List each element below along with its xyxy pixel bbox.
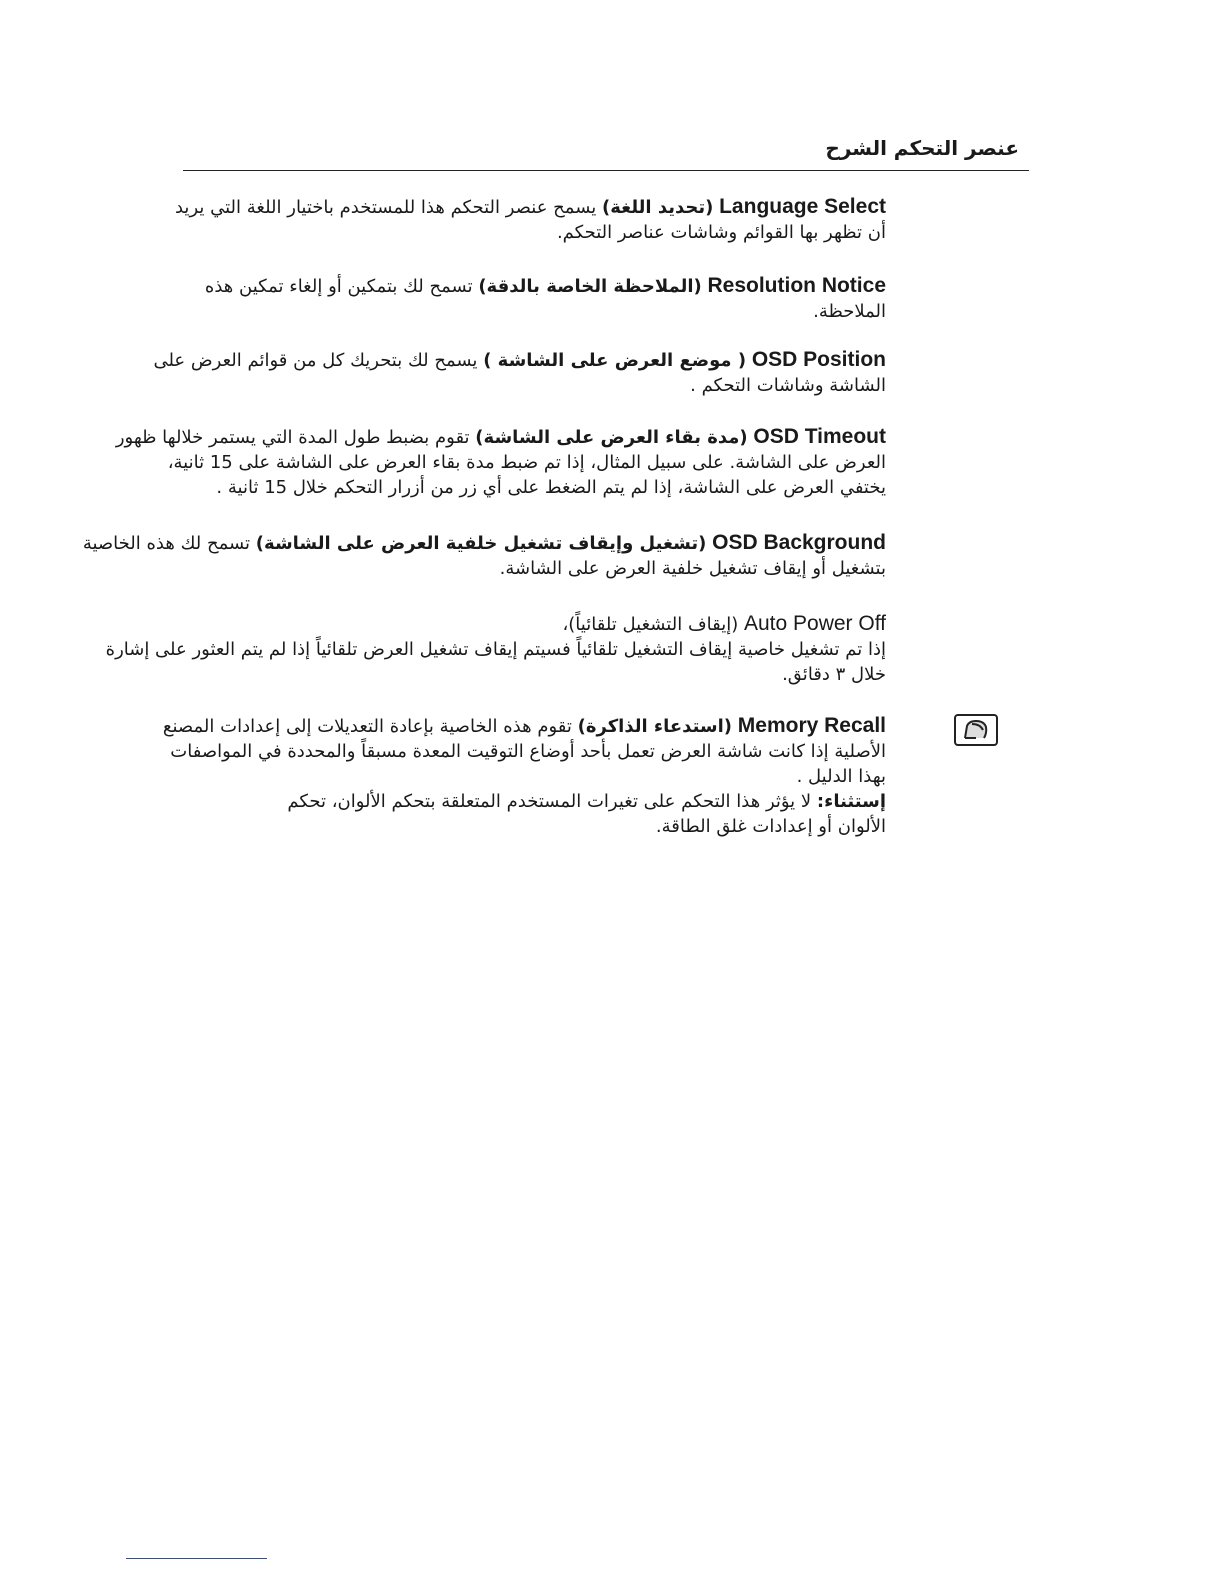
item-desc-line: خلال ٣ دقائق. — [782, 664, 886, 685]
item-title-en: Language Select — [719, 195, 886, 218]
footer-rule — [126, 1558, 267, 1559]
exception-text: لا يؤثر هذا التحكم على تغيرات المستخدم المتعلقة بتحكم الألوان، تحكم — [287, 791, 812, 812]
item-auto-power-off — [106, 611, 886, 687]
item-osd-background — [83, 530, 886, 581]
item-desc-line: تسمح لك هذه الخاصية — [82, 533, 251, 554]
item-title-en: Resolution Notice — [707, 274, 886, 297]
item-desc-line: العرض على الشاشة. على سبيل المثال، إذا تم ضبط مدة بقاء العرض على الشاشة على 15 ثانية، — [167, 452, 886, 473]
item-desc-line: إذا تم تشغيل خاصية إيقاف التشغيل تلقائياً فسيتم إيقاف تشغيل العرض تلقائياً إذا لم يتم العثور على إشارة — [105, 639, 886, 660]
item-desc-line: يختفي العرض على الشاشة، إذا لم يتم الضغط على أي زر من أزرار التحكم خلال 15 ثانية . — [216, 477, 886, 498]
item-title-en: Auto Power Off — [743, 612, 886, 635]
table-header — [183, 136, 1029, 171]
column-header-description: الشرح — [825, 136, 887, 160]
item-title-ar: (تشغيل وإيقاف تشغيل خلفية العرض على الشاشة) — [255, 533, 707, 554]
item-title-ar: (مدة بقاء العرض على الشاشة) — [475, 427, 748, 448]
item-title-ar: (تحديد اللغة) — [602, 197, 714, 218]
item-desc-line: تقوم بضبط طول المدة التي يستمر خلالها ظهور — [115, 427, 470, 448]
item-title-ar: ( موضع العرض على الشاشة ) — [483, 350, 747, 371]
item-desc-line: الشاشة وشاشات التحكم . — [690, 375, 886, 396]
item-resolution-notice — [205, 273, 886, 324]
item-desc-line: يسمح عنصر التحكم هذا للمستخدم باختيار اللغة التي يريد — [174, 197, 597, 218]
item-title-en: OSD Position — [751, 348, 886, 371]
item-title-en: Memory Recall — [737, 714, 886, 737]
column-header-control: عنصر التحكم — [893, 136, 1019, 160]
exception-label: إستثناء: — [816, 791, 886, 812]
item-osd-timeout — [116, 424, 886, 500]
item-title-ar: (الملاحظة الخاصة بالدقة) — [478, 276, 702, 297]
item-title-en: OSD Background — [712, 531, 886, 554]
item-desc-line: الملاحظة. — [813, 301, 886, 322]
item-title-en: OSD Timeout — [753, 425, 886, 448]
item-desc-line: تقوم هذه الخاصية بإعادة التعديلات إلى إعدادات المصنع — [162, 716, 572, 737]
item-desc-line: تسمح لك بتمكين أو إلغاء تمكين هذه — [204, 276, 473, 297]
item-title-ar: (إيقاف التشغيل تلقائياً)، — [562, 614, 739, 635]
item-title-ar: (استدعاء الذاكرة) — [577, 716, 733, 737]
item-osd-position — [153, 347, 886, 398]
reset-icon — [954, 714, 998, 746]
item-desc-line: بهذا الدليل . — [796, 766, 886, 787]
item-memory-recall — [163, 713, 886, 839]
item-desc-line: أن تظهر بها القوائم وشاشات عناصر التحكم. — [556, 222, 886, 243]
item-language-select — [175, 194, 886, 245]
item-desc-line: بتشغيل أو إيقاف تشغيل خلفية العرض على الشاشة. — [499, 558, 886, 579]
exception-text: الألوان أو إعدادات غلق الطاقة. — [655, 816, 886, 837]
item-desc-line: يسمح لك بتحريك كل من قوائم العرض على — [153, 350, 478, 371]
item-desc-line: الأصلية إذا كانت شاشة العرض تعمل بأحد أوضاع التوقيت المعدة مسبقاً والمحددة في المواصفات — [170, 741, 886, 762]
